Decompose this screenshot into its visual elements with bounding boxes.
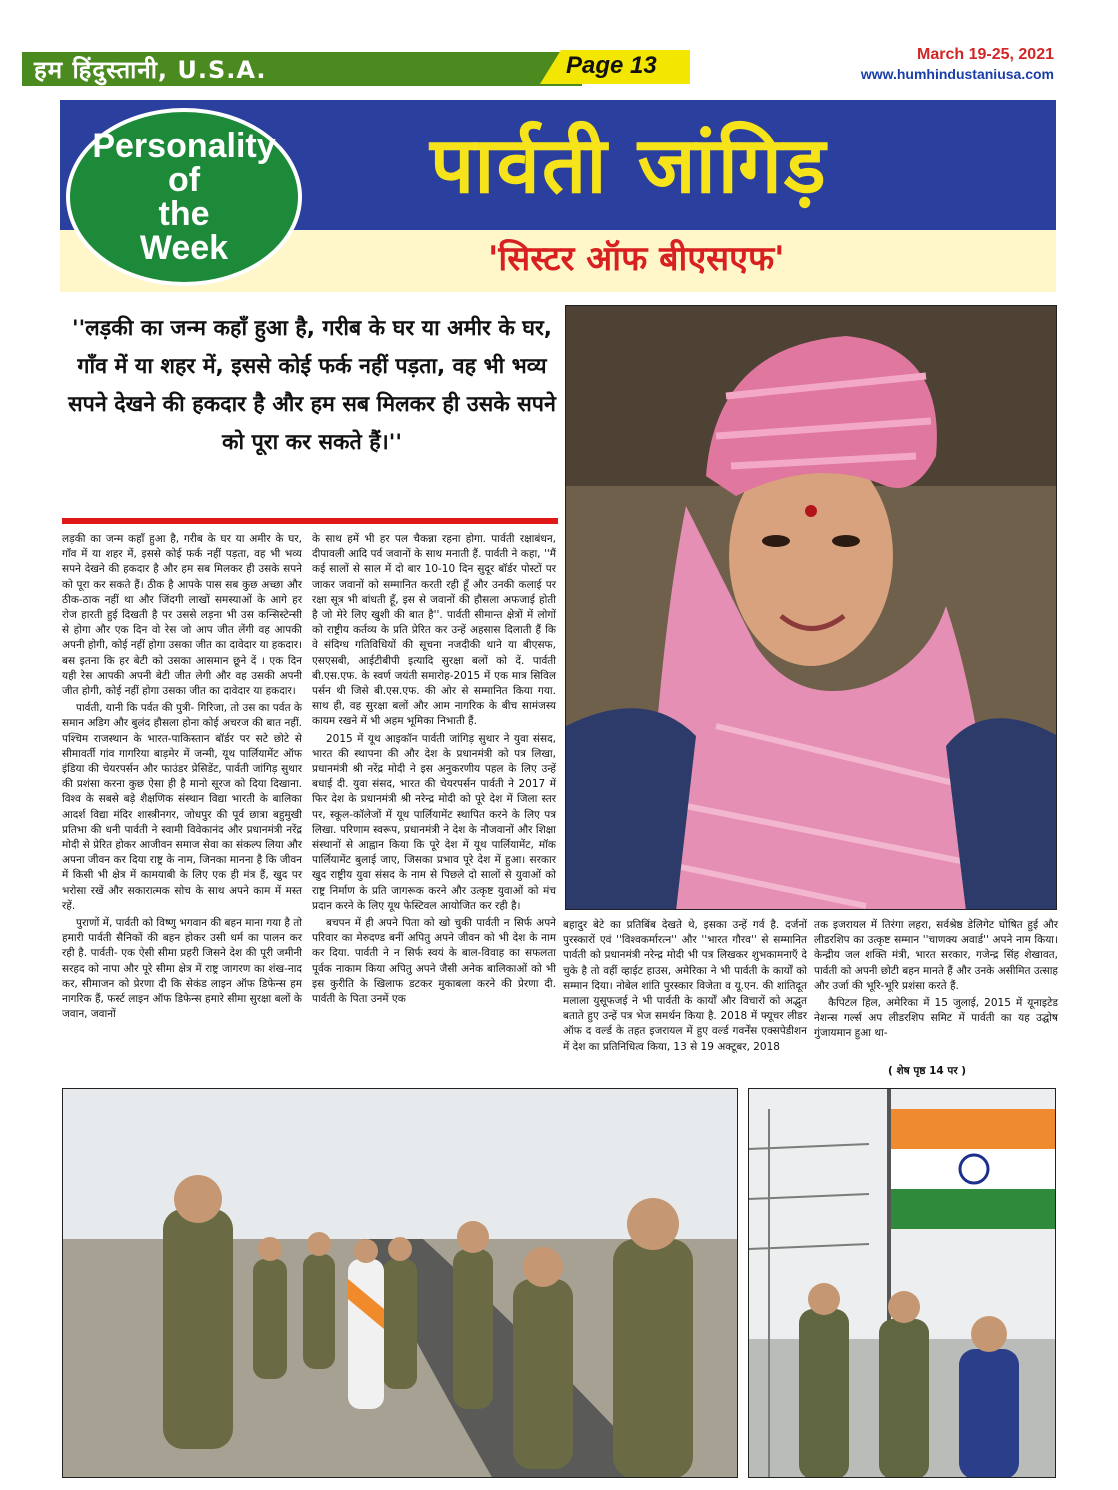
paragraph: पुराणों में, पार्वती को विष्णु भगवान की बहन माना गया है तो हमारी पार्वती सैनिकों की बहन होकर उसी धर्म का पालन कर रही है. पार्वती- एक ऐसी सीमा प्रहरी जिसने देश की पूरी जमीनी सरहद को नापा और पूरे सीमा क्षेत्र में राष्ट्र जागरण का शंख-नाद कर, सीमाजन को प्रेरणा दी कि सेकंड लाइन ऑफ डिफेन्स हम नागरिक हैं, फर्स्ट लाइन ऑफ डिफेन्स हमारे सीमा सुरक्षा बलों के जवान, जवानों [62, 917, 302, 1021]
portrait-illustration [566, 306, 1057, 910]
badge-line: Week [139, 229, 229, 267]
headline: पार्वती जांगिड़ [430, 121, 828, 211]
article-column-4 [814, 918, 1058, 1044]
personality-of-the-week-badge [66, 108, 302, 286]
badge-line: of [167, 161, 201, 199]
issue-date: March 19-25, 2021 [917, 46, 1054, 63]
flag-hoisting-illustration [749, 1089, 1056, 1478]
article-column-1 [62, 532, 302, 1025]
badge-line: the [158, 195, 210, 233]
paragraph: बचपन में ही अपने पिता को खो चुकी पार्वती न सिर्फ अपने परिवार का मेरुदण्ड बनीं अपितु अपने जीवन को भी देश के नाम कर दिया. पार्वती ने न सिर्फ स्वयं के बाल-विवाह का सफलता पूर्वक नाकाम किया अपितु अपने जैसी अनेक बालिकाओं को भी इस कुरीति के खिलाफ डटकर मुकाबला करने की प्रेरणा दी. पार्वती के पिता उनमें एक [312, 917, 556, 1006]
paragraph: लड़की का जन्म कहाँ हुआ है, गरीब के घर या अमीर के घर, गाँव में या शहर में, इससे कोई फर्क नहीं पड़ता, वह भी भव्य सपने देखने की हकदार है और हम सब मिलकर ही उसके सपने को पूरा कर सकते हैं। ठीक है आपके पास सब कुछ अच्छा और ठीक-ठाक नहीं था और जिंदगी लाखों समस्याओं के आगे हर रोज हारती हुई दिखती है पर उससे लड़ना भी उस कन्सिस्टेन्सी से होगा और एक दिन वो रेस जो आप जीत लेंगी वह आपकी अपनी होगी, कोई नहीं होगा उसका जीत का दावेदार या हकदार। बस इतना कि हर बेटी को उसका आसमान छूने दें । एक दिन यही रेस आपकी अपनी बेटी जीत लेगी और वह उसकी अपनी जीत होगी, कोई नहीं होगा उसका जीत का दावेदार या हकदार। [62, 533, 302, 698]
bsf-march-illustration [63, 1089, 738, 1478]
paragraph: 2015 में यूथ आइकॉन पार्वती जांगिड़ सुथार ने युवा संसद, भारत की स्थापना की और देश के प्रधानमंत्री को पत्र लिखा, प्रधानमंत्री श्री नरेंद्र मोदी ने इस अनुकरणीय पहल के लिए उन्हें बधाई दी. युवा संसद, भारत की चेयरपर्सन पार्वती ने 2017 में फिर देश के प्रधानमंत्री श्री नरेन्द्र मोदी को पूरे देश में जिला स्तर पर, स्कूल-कॉलेजों में यूथ पार्लियामेंट स्थापित करने के लिए पत्र लिखा. परिणाम स्वरूप, प्रधानमंत्री ने देश के नौजवानों और शिक्षा संस्थानों से आह्वान किया कि पूरे देश में यूथ पार्लियामेंट, मॉक पार्लियामेंट बुलाई जाए, जिसका प्रभाव पूरे देश में हुआ। सरकार खुद राष्ट्रीय युवा संसद के नाम से पिछले दो सालों से युवाओं को राष्ट्र निर्माण के प्रति जागरूक करने और उत्कृष्ट युवाओं को मंच प्रदान करने के लिए यूथ फेस्टिवल आयोजित कर रही है। [312, 732, 556, 912]
badge-line: Personality [92, 127, 276, 165]
pull-quote: ''लड़की का जन्म कहाँ हुआ है, गरीब के घर या अमीर के घर, गाँव में या शहर में, इससे कोई फर्क नहीं पड़ता, वह भी भव्य सपने देखने की हकदार है और हम सब मिलकर ही उसके सपने को पूरा कर सकते हैं।'' [68, 316, 556, 455]
continued-note: ( शेष पृष्ठ 14 पर ) [888, 1065, 967, 1077]
portrait-photo [565, 305, 1057, 910]
bsf-soldiers-photo [62, 1088, 738, 1478]
article-column-2 [312, 532, 556, 1009]
flag-hoisting-photo [748, 1088, 1056, 1478]
paragraph: के साथ हमें भी हर पल चैकन्ना रहना होगा. पार्वती रक्षाबंधन, दीपावली आदि पर्व जवानों के साथ मनाती हैं. पार्वती ने कहा, ''मैं कई सालों से साल में दो बार 10-10 दिन सुदूर बॉर्डर पोस्टों पर जाकर जवानों को सम्मानित करती रही हूँ और उनकी कलाई पर रक्षा सूत्र भी बांधती हूँ, इस से जवानों की हौसला अफजाई होती है जो मेरे लिए खुशी की बात है''. पार्वती सीमान्त क्षेत्रों में लोगों को राष्ट्रीय कर्तव्य के प्रति प्रेरित कर उन्हें अहसास दिलाती हैं कि वे संदिग्ध गतिविधियों की सूचना नजदीकी थाने या बीएसफ, एसएसबी, आईटीबीपी इत्यादि सुरक्षा बलों को दें. पार्वती बी.एस.एफ. के स्वर्ण जयंती समारोह-2015 में एक मात्र सिविल पर्सन थी जिसे बी.एस.एफ. की ओर से सम्मानित किया गया. साथ ही, वह सुरक्षा बलों और आम नागरिक के बीच सामंजस्य कायम रखने में भी अहम भूमिका निभाती हैं. [312, 533, 556, 728]
divider [62, 518, 558, 524]
article-column-3 [563, 918, 807, 1057]
paragraph: बहादुर बेटे का प्रतिबिंब देखते थे, इसका उन्हें गर्व है. दर्जनों पुरस्कारों एवं ''विश्वकर्मारत्न'' और ''भारत गौरव'' से सम्मानित पार्वती को प्रधानमंत्री नरेन्द्र मोदी भी पत्र लिखकर शुभकामनाएँ दे चुके है तो वहीं व्हाईट हाउस, अमेरिका ने भी पार्वती के कार्यों को सम्मान दिया। नोबेल शांति पुरस्कार विजेता व यू.एन. की शांतिदूत मलाला युसूफजई ने भी पार्वती के कार्यों और विचारों को अद्भुत बताते हुए उन्हें पत्र भेज समर्थन किया है. 2018 में फ्यूचर लीडर ऑफ द वर्ल्ड के तहत इजरायल में हुए वर्ल्ड गवर्नेंस एक्सपेडीशन में देश का प्रतिनिधित्व किया, 13 से 19 अक्टूबर, 2018 [563, 919, 807, 1053]
paragraph: कैपिटल हिल, अमेरिका में 15 जुलाई, 2015 में यूनाइटेड नेशन्स गर्ल्स अप लीडरशिप समिट में पार्वती का यह उद्घोष गुंजायमान हुआ था- [814, 997, 1058, 1040]
page-number: Page 13 [566, 52, 657, 79]
paragraph: पार्वती, यानी कि पर्वत की पुत्री- गिरिजा, तो उस का पर्वत के समान अडिग और बुलंद हौसला होना कोई अचरज की बात नहीं. पश्चिम राजस्थान के भारत-पाकिस्तान बॉर्डर पर सटे छोटे से सीमावर्ती गांव गागरिया बाड़मेर में जन्मी, यूथ पार्लियामेंट ऑफ इंडिया की चेयरपर्सन और फाउंडर प्रेसिडेंट, पार्वती जांगिड़ सुथार की प्रशंसा करना कुछ ऐसा ही है मानो सूरज को दिया दिखाना. विश्व के सबसे बड़े शैक्षणिक संस्थान विद्या भारती के बालिका आदर्श विद्या मंदिर शास्त्रीनगर, जोधपुर की पूर्व छात्रा बहुमुखी प्रतिभा की धनी पार्वती ने स्वामी विवेकानंद और प्रधानमंत्री नरेंद्र मोदी से प्रेरित होकर आजीवन समाज सेवा का संकल्प लिया और अपना जीवन कर दिया राष्ट्र के नाम, जिनका मानना है कि जीवन में किसी भी क्षेत्र में कामयाबी के लिए एक ही मंत्र हैं, खुद पर भरोसा रखें और सकारात्मक सोच के साथ अपने काम में मस्त रहें. [62, 702, 302, 912]
paragraph: तक इजरायल में तिरंगा लहरा, सर्वश्रेष्ठ डेलिगेट घोषित हुई और लीडरशिप का उत्कृष्ट सम्मान ''चाणक्य अवार्ड'' अपने नाम किया। केन्द्रीय जल शक्ति मंत्री, भारत सरकार, गजेन्द्र सिंह शेखावत, पार्वती को अपनी छोटी बहन मानते हैं और उनके असीमित उत्साह और उर्जा की भूरि-भूरि प्रशंसा करते हैं. [814, 919, 1058, 992]
newspaper-name: हम हिंदुस्तानी, U.S.A. [34, 56, 267, 84]
website-url[interactable]: www.humhindustaniusa.com [860, 66, 1054, 82]
page-header [0, 0, 1118, 90]
sub-headline: 'सिस्टर ऑफ बीएसएफ' [488, 239, 785, 279]
